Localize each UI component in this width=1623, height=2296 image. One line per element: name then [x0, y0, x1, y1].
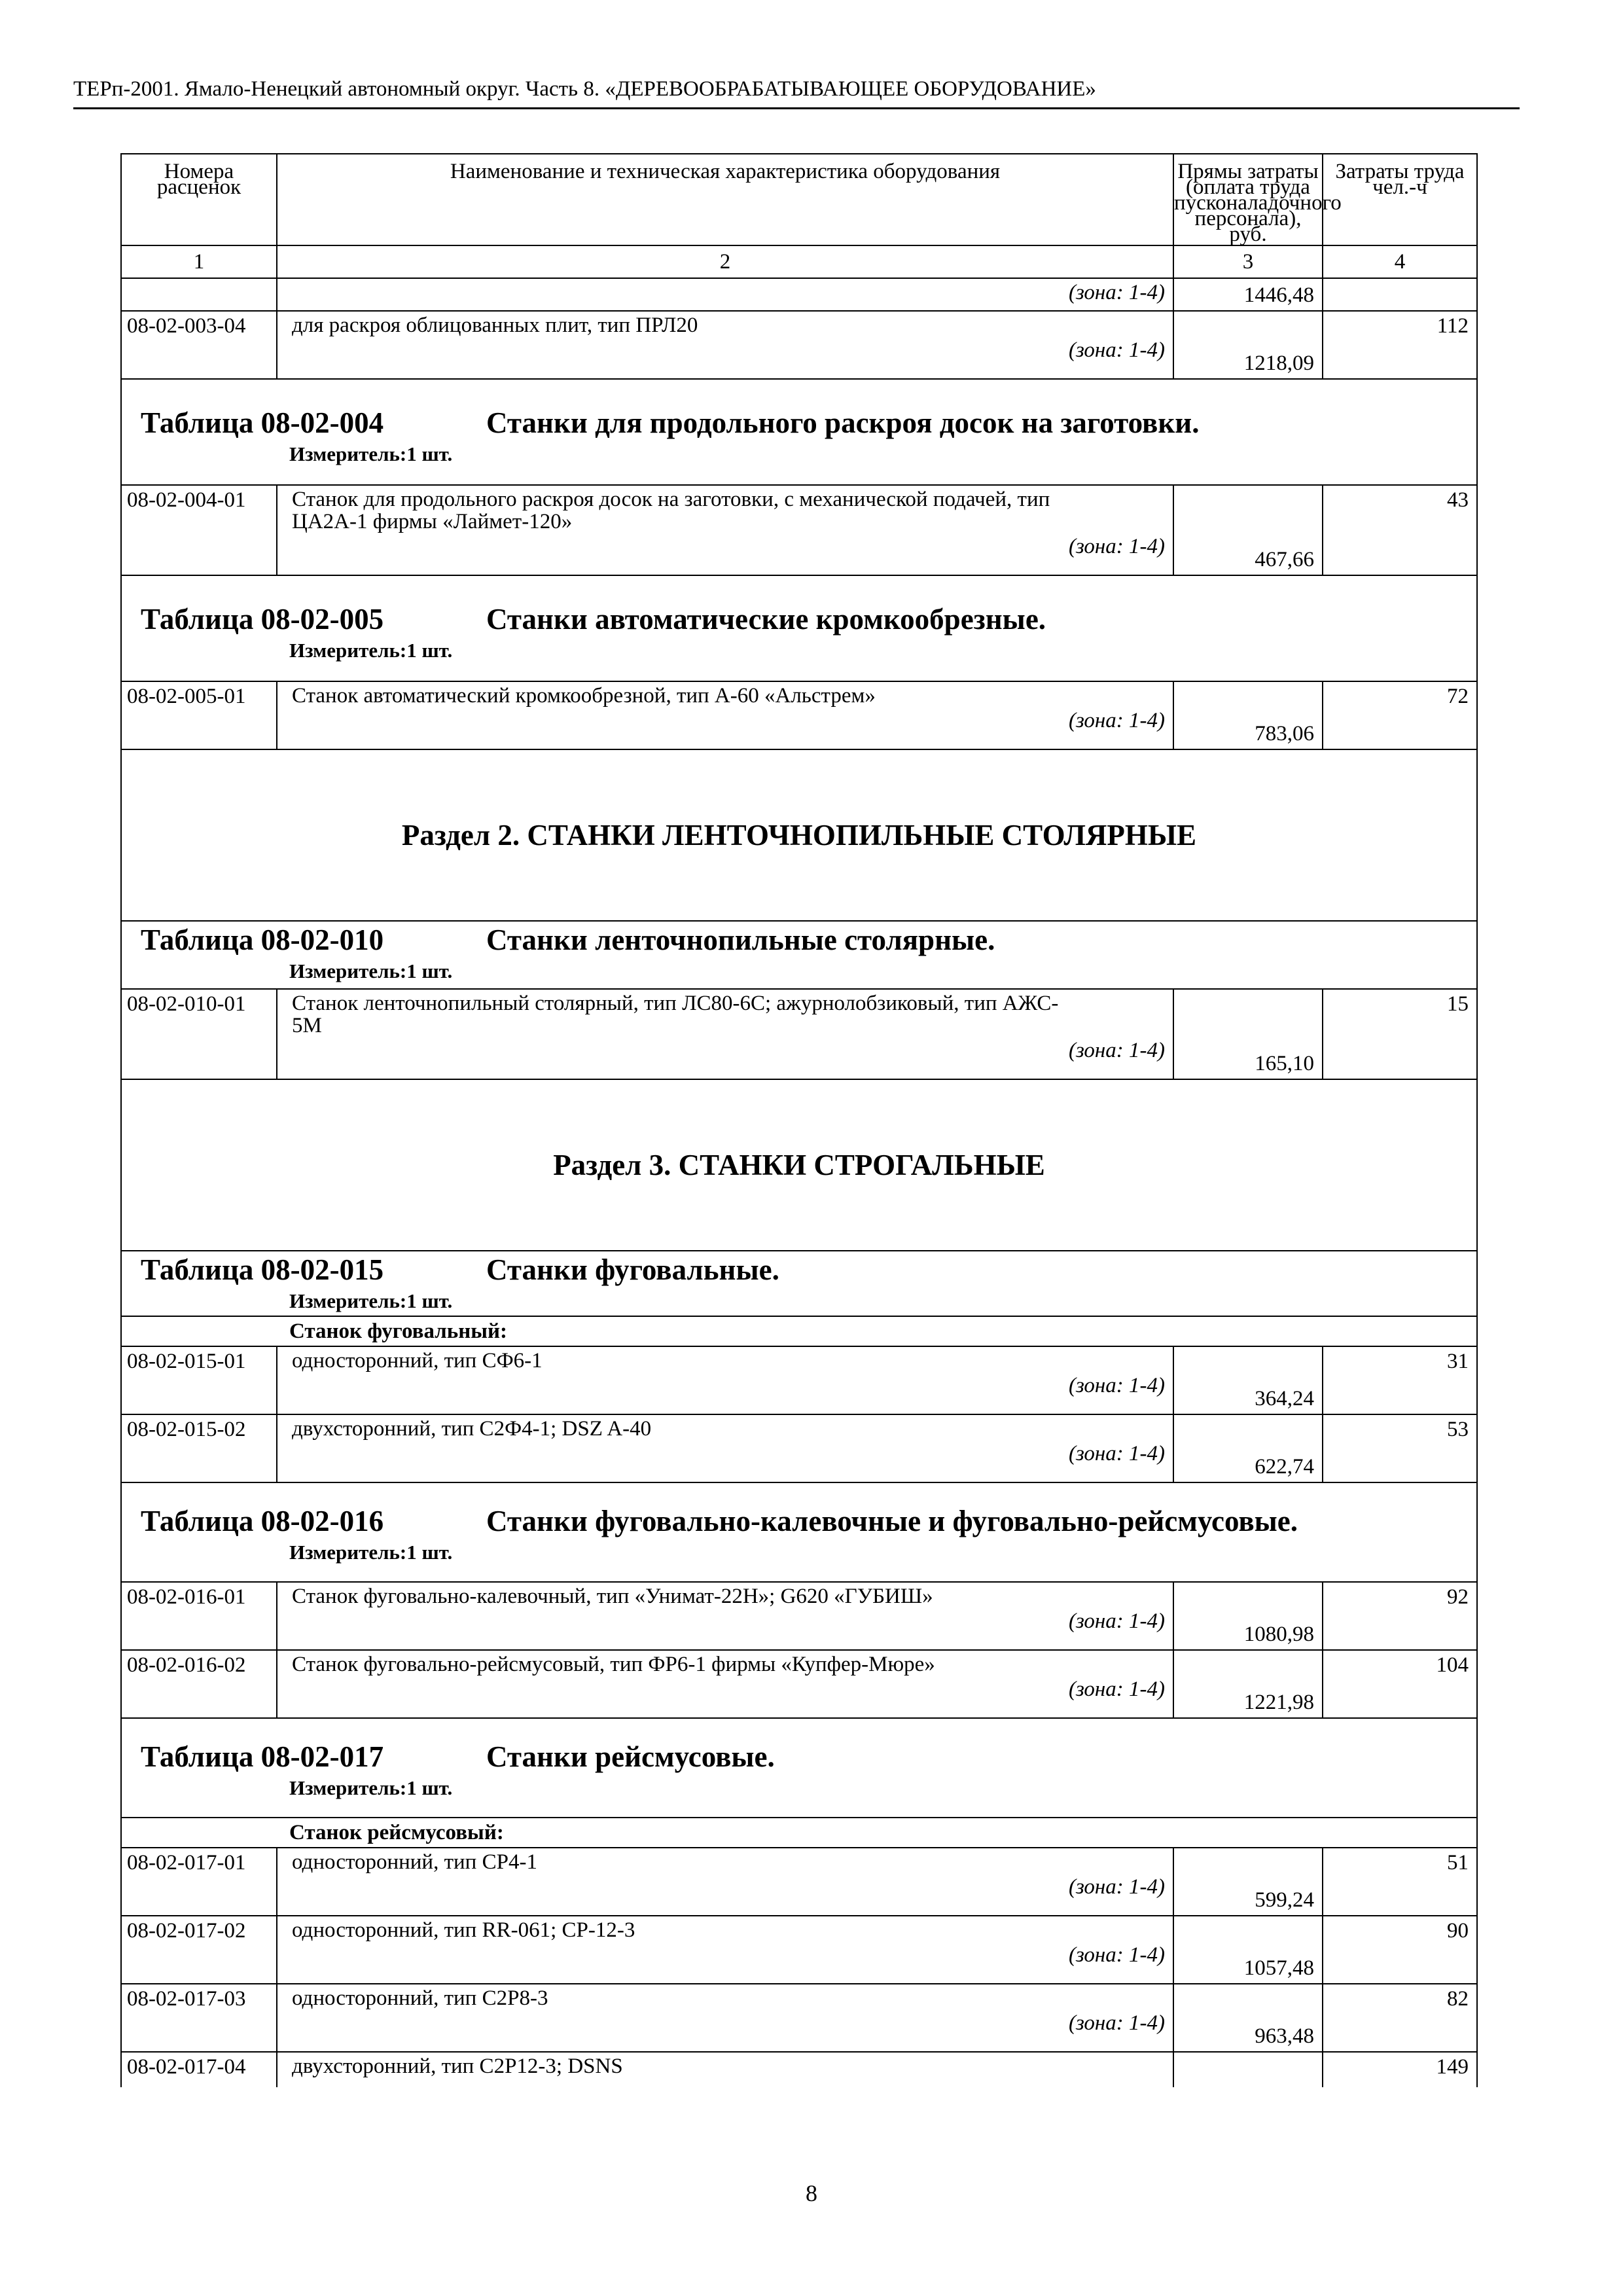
table-number: Таблица 08-02-010 [141, 924, 384, 956]
measure-unit: Измеритель:1 шт. [289, 1776, 453, 1799]
rate-code: 08-02-017-04 [121, 2052, 277, 2087]
zone-label: (зона: 1-4) [1068, 281, 1165, 304]
table-row [121, 1984, 1477, 2052]
zone-label: (зона: 1-4) [1068, 1039, 1165, 1062]
col-header-name: Наименование и техническая характеристика оборудования [277, 154, 1173, 245]
table-title-row [121, 1718, 1477, 1818]
table-title [122, 1483, 1476, 1539]
description: Станок фуговально-рейсмусовый, тип ФР6-1 фирмы «Купфер-Мюре» [292, 1653, 935, 1676]
cost-value: 364,24 [1173, 1346, 1323, 1414]
table-row [121, 1848, 1477, 1916]
table-title [122, 576, 1476, 637]
table-title-row [121, 921, 1477, 989]
table-number: Таблица 08-02-016 [141, 1505, 384, 1537]
labor-value [1323, 278, 1477, 311]
cost-value: 1057,48 [1173, 1916, 1323, 1984]
table-title [122, 1251, 1476, 1288]
cost-value [1173, 2052, 1323, 2087]
col-header-labor: Затраты труда чел.-ч [1323, 154, 1477, 245]
zone-label: (зона: 1-4) [1068, 1374, 1165, 1397]
section-title: Раздел 2. СТАНКИ ЛЕНТОЧНОПИЛЬНЫЕ СТОЛЯРНЫЕ [401, 819, 1197, 852]
description-cont: ЦА2А-1 фирмы «Лаймет-120» [292, 510, 573, 533]
description: Станок ленточнопильный столярный, тип ЛС80-6С; ажурнолобзиковый, тип АЖС- [292, 992, 1059, 1015]
col-header-codes: Номера расценок [121, 154, 277, 245]
rate-code [121, 278, 277, 311]
description-cell [277, 1414, 1173, 1482]
description-cell [277, 1582, 1173, 1650]
description: Станок для продольного раскроя досок на заготовки, с механической подачей, тип [292, 488, 1050, 511]
section-row [121, 1079, 1477, 1251]
cost-value: 1218,09 [1173, 311, 1323, 379]
table-title-row [121, 575, 1477, 681]
zone-label: (зона: 1-4) [1068, 1875, 1165, 1899]
rate-code: 08-02-015-01 [121, 1346, 277, 1414]
table-row [121, 1414, 1477, 1482]
description: Станок фуговально-калевочный, тип «Унимат-22Н»; G620 «ГУБИШ» [292, 1585, 933, 1608]
table-name: Станки автоматические кромкообрезные. [486, 603, 1046, 636]
labor-value: 90 [1323, 1916, 1477, 1984]
labor-value: 112 [1323, 311, 1477, 379]
rate-code: 08-02-015-02 [121, 1414, 277, 1482]
table-header-row [121, 154, 1477, 245]
table-number: Таблица 08-02-004 [141, 406, 384, 439]
table-number: Таблица 08-02-017 [141, 1740, 384, 1773]
table-name: Станки фуговально-калевочные и фуговально-рейсмусовые. [486, 1505, 1298, 1537]
table-title-row [121, 1482, 1477, 1582]
labor-value: 51 [1323, 1848, 1477, 1916]
table-row [121, 2052, 1477, 2087]
description: Станок автоматический кромкообрезной, тип А-60 «Альстрем» [292, 684, 876, 708]
description: двухсторонний, тип С2Ф4-1; DSZ A-40 [292, 1417, 652, 1441]
table-title [122, 922, 1476, 958]
description: односторонний, тип RR-061; СР-12-3 [292, 1918, 635, 1942]
section-title: Раздел 3. СТАНКИ СТРОГАЛЬНЫЕ [553, 1149, 1045, 1181]
col-header-cost: Прямы затраты (оплата труда пусконаладочного персонала), руб. [1173, 154, 1323, 245]
rate-code: 08-02-003-04 [121, 311, 277, 379]
table-name: Станки рейсмусовые. [486, 1740, 775, 1773]
group-row [121, 1316, 1477, 1346]
measure-unit: Измеритель:1 шт. [289, 442, 453, 465]
table-row [121, 311, 1477, 379]
cost-value: 1221,98 [1173, 1650, 1323, 1718]
description-cell [277, 989, 1173, 1079]
rate-code: 08-02-017-01 [121, 1848, 277, 1916]
section-row [121, 749, 1477, 921]
zone-label: (зона: 1-4) [1068, 1609, 1165, 1633]
table-title [122, 1719, 1476, 1775]
measure-unit: Измеритель:1 шт. [289, 1541, 453, 1564]
col-number: 1 [121, 245, 277, 278]
col-number: 4 [1323, 245, 1477, 278]
zone-label: (зона: 1-4) [1068, 1442, 1165, 1465]
cost-value: 599,24 [1173, 1848, 1323, 1916]
measure-unit: Измеритель:1 шт. [289, 1289, 453, 1312]
table-title-row [121, 379, 1477, 485]
zone-label: (зона: 1-4) [1068, 1677, 1165, 1701]
column-numbers-row [121, 245, 1477, 278]
table-number: Таблица 08-02-015 [141, 1253, 384, 1286]
labor-value: 82 [1323, 1984, 1477, 2052]
rates-table [120, 153, 1478, 2087]
col-number: 2 [277, 245, 1173, 278]
measure-unit: Измеритель:1 шт. [289, 639, 453, 662]
description-cell [277, 1346, 1173, 1414]
table-row [121, 278, 1477, 311]
cost-value: 783,06 [1173, 681, 1323, 749]
description-cell [277, 1916, 1173, 1984]
table-name: Станки фуговальные. [486, 1253, 779, 1286]
labor-value: 43 [1323, 485, 1477, 575]
cost-value: 1080,98 [1173, 1582, 1323, 1650]
description-cell [277, 1650, 1173, 1718]
measure-unit: Измеритель:1 шт. [289, 960, 453, 982]
rate-code: 08-02-004-01 [121, 485, 277, 575]
table-row [121, 989, 1477, 1079]
rate-code: 08-02-016-01 [121, 1582, 277, 1650]
rate-code: 08-02-010-01 [121, 989, 277, 1079]
group-row [121, 1818, 1477, 1848]
labor-value: 53 [1323, 1414, 1477, 1482]
group-label: Станок рейсмусовый: [121, 1818, 1477, 1848]
zone-label: (зона: 1-4) [1068, 535, 1165, 558]
cost-value: 963,48 [1173, 1984, 1323, 2052]
rate-code: 08-02-017-03 [121, 1984, 277, 2052]
col-number: 3 [1173, 245, 1323, 278]
rate-code: 08-02-017-02 [121, 1916, 277, 1984]
description-cont: 5М [292, 1014, 322, 1037]
table-name: Станки ленточнопильные столярные. [486, 924, 995, 956]
zone-label: (зона: 1-4) [1068, 338, 1165, 362]
labor-value: 149 [1323, 2052, 1477, 2087]
labor-value: 92 [1323, 1582, 1477, 1650]
zone-label: (зона: 1-4) [1068, 1943, 1165, 1967]
description-cell [277, 1984, 1173, 2052]
description: для раскроя облицованных плит, тип ПРЛ20 [292, 314, 698, 337]
rate-code: 08-02-005-01 [121, 681, 277, 749]
description-cell [277, 681, 1173, 749]
table-row [121, 1346, 1477, 1414]
description: двухсторонний, тип С2Р12-3; DSNS [292, 2054, 623, 2078]
cost-value: 467,66 [1173, 485, 1323, 575]
labor-value: 15 [1323, 989, 1477, 1079]
table-title [122, 380, 1476, 441]
table-row [121, 1582, 1477, 1650]
labor-value: 31 [1323, 1346, 1477, 1414]
table-title-row [121, 1251, 1477, 1316]
page-number: 8 [806, 2180, 817, 2206]
table-name: Станки для продольного раскроя досок на заготовки. [486, 406, 1200, 439]
table-row [121, 485, 1477, 575]
description: односторонний, тип СФ6-1 [292, 1349, 543, 1372]
description: односторонний, тип СР4-1 [292, 1850, 537, 1874]
cost-value: 1446,48 [1173, 278, 1323, 311]
cost-value: 622,74 [1173, 1414, 1323, 1482]
zone-label: (зона: 1-4) [1068, 2011, 1165, 2035]
description-cell [277, 2052, 1173, 2087]
zone-label: (зона: 1-4) [1068, 709, 1165, 732]
table-row [121, 1650, 1477, 1718]
cost-value: 165,10 [1173, 989, 1323, 1079]
description-cell [277, 1848, 1173, 1916]
group-label: Станок фуговальный: [121, 1316, 1477, 1346]
page-header: ТЕРп-2001. Ямало-Ненецкий автономный округ. Часть 8. «ДЕРЕВООБРАБАТЫВАЮЩЕЕ ОБОРУДОВАНИЕ» [73, 71, 1520, 109]
description: односторонний, тип С2Р8-3 [292, 1986, 548, 2010]
table-row [121, 1916, 1477, 1984]
description-cell [277, 485, 1173, 575]
labor-value: 72 [1323, 681, 1477, 749]
table-number: Таблица 08-02-005 [141, 603, 384, 636]
rate-code: 08-02-016-02 [121, 1650, 277, 1718]
zone-cell [277, 278, 1173, 311]
labor-value: 104 [1323, 1650, 1477, 1718]
table-row [121, 681, 1477, 749]
description-cell [277, 311, 1173, 379]
